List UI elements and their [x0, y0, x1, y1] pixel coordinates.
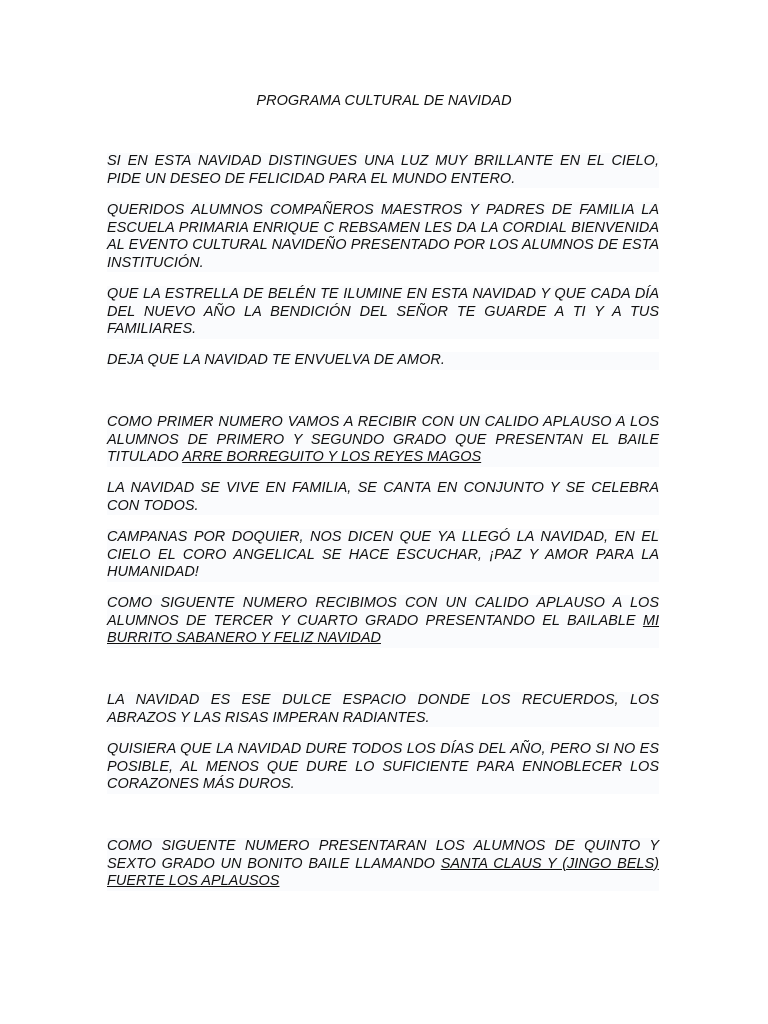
paragraph-text: QUE LA ESTRELLA DE BELÉN TE ILUMINE EN ESTA NAVIDAD Y QUE CADA DÍA DEL NUEVO AÑO LA BENDICIÓN DEL SEÑOR TE GUARDE A TI Y A TUS FAMILIARES.: [107, 286, 659, 337]
paragraph-2: [107, 202, 659, 272]
paragraph-9: [107, 692, 659, 727]
paragraph-text: QUERIDOS ALUMNOS COMPAÑEROS MAESTROS Y PADRES DE FAMILIA LA ESCUELA PRIMARIA ENRIQUE C REBSAMEN LES DA LA CORDIAL BIENVENIDA AL EVENTO CULTURAL NAVIDEÑO PRESENTADO POR LOS ALUMNOS DE ESTA INSTITUCIÓN.: [107, 202, 659, 271]
paragraph-4: [107, 352, 659, 370]
paragraph-3: [107, 286, 659, 339]
paragraph-1: [107, 153, 659, 188]
paragraph-text: CAMPANAS POR DOQUIER, NOS DICEN QUE YA LLEGÓ LA NAVIDAD, EN EL CIELO EL CORO ANGELICAL SE HACE ESCUCHAR, ¡PAZ Y AMOR PARA LA HUMANIDAD!: [107, 529, 659, 580]
paragraph-6: [107, 480, 659, 515]
paragraph-text: LA NAVIDAD SE VIVE EN FAMILIA, SE CANTA EN CONJUNTO Y SE CELEBRA CON TODOS.: [107, 480, 659, 514]
paragraph-5: [107, 414, 659, 467]
paragraph-text: COMO SIGUENTE NUMERO PRESENTARAN LOS ALUMNOS DE QUINTO Y SEXTO GRADO UN BONITO BAILE LLAMANDO: [107, 838, 659, 872]
paragraph-text: DEJA QUE LA NAVIDAD TE ENVUELVA DE AMOR.: [107, 352, 445, 368]
paragraph-text: COMO PRIMER NUMERO VAMOS A RECIBIR CON UN CALIDO APLAUSO A LOS ALUMNOS DE PRIMERO Y SEGUNDO GRADO QUE PRESENTAN EL BAILE TITULADO: [107, 414, 659, 465]
dance-title: SANTA CLAUS Y (JINGO BELS) FUERTE LOS APLAUSOS: [107, 855, 659, 889]
document-title: PROGRAMA CULTURAL DE NAVIDAD: [256, 93, 512, 109]
paragraph-text: COMO SIGUENTE NUMERO RECIBIMOS CON UN CALIDO APLAUSO A LOS ALUMNOS DE TERCER Y CUARTO GRADO PRESENTANDO EL BAILABLE: [107, 595, 659, 629]
paragraph-text: LA NAVIDAD ES ESE DULCE ESPACIO DONDE LOS RECUERDOS, LOS ABRAZOS Y LAS RISAS IMPERAN RADIANTES.: [107, 692, 659, 726]
dance-title: MI BURRITO SABANERO Y FELIZ NAVIDAD: [107, 612, 659, 646]
paragraph-10: [107, 741, 659, 794]
paragraph-11: [107, 838, 659, 891]
paragraph-text: SI EN ESTA NAVIDAD DISTINGUES UNA LUZ MUY BRILLANTE EN EL CIELO, PIDE UN DESEO DE FELICIDAD PARA EL MUNDO ENTERO.: [107, 153, 659, 187]
paragraph-text: QUISIERA QUE LA NAVIDAD DURE TODOS LOS DÍAS DEL AÑO, PERO SI NO ES POSIBLE, AL MENOS QUE DURE LO SUFICIENTE PARA ENNOBLECER LOS CORAZONES MÁS DUROS.: [107, 741, 659, 792]
paragraph-8: [107, 595, 659, 648]
paragraph-7: [107, 529, 659, 582]
dance-title: ARRE BORREGUITO Y LOS REYES MAGOS: [182, 449, 482, 465]
